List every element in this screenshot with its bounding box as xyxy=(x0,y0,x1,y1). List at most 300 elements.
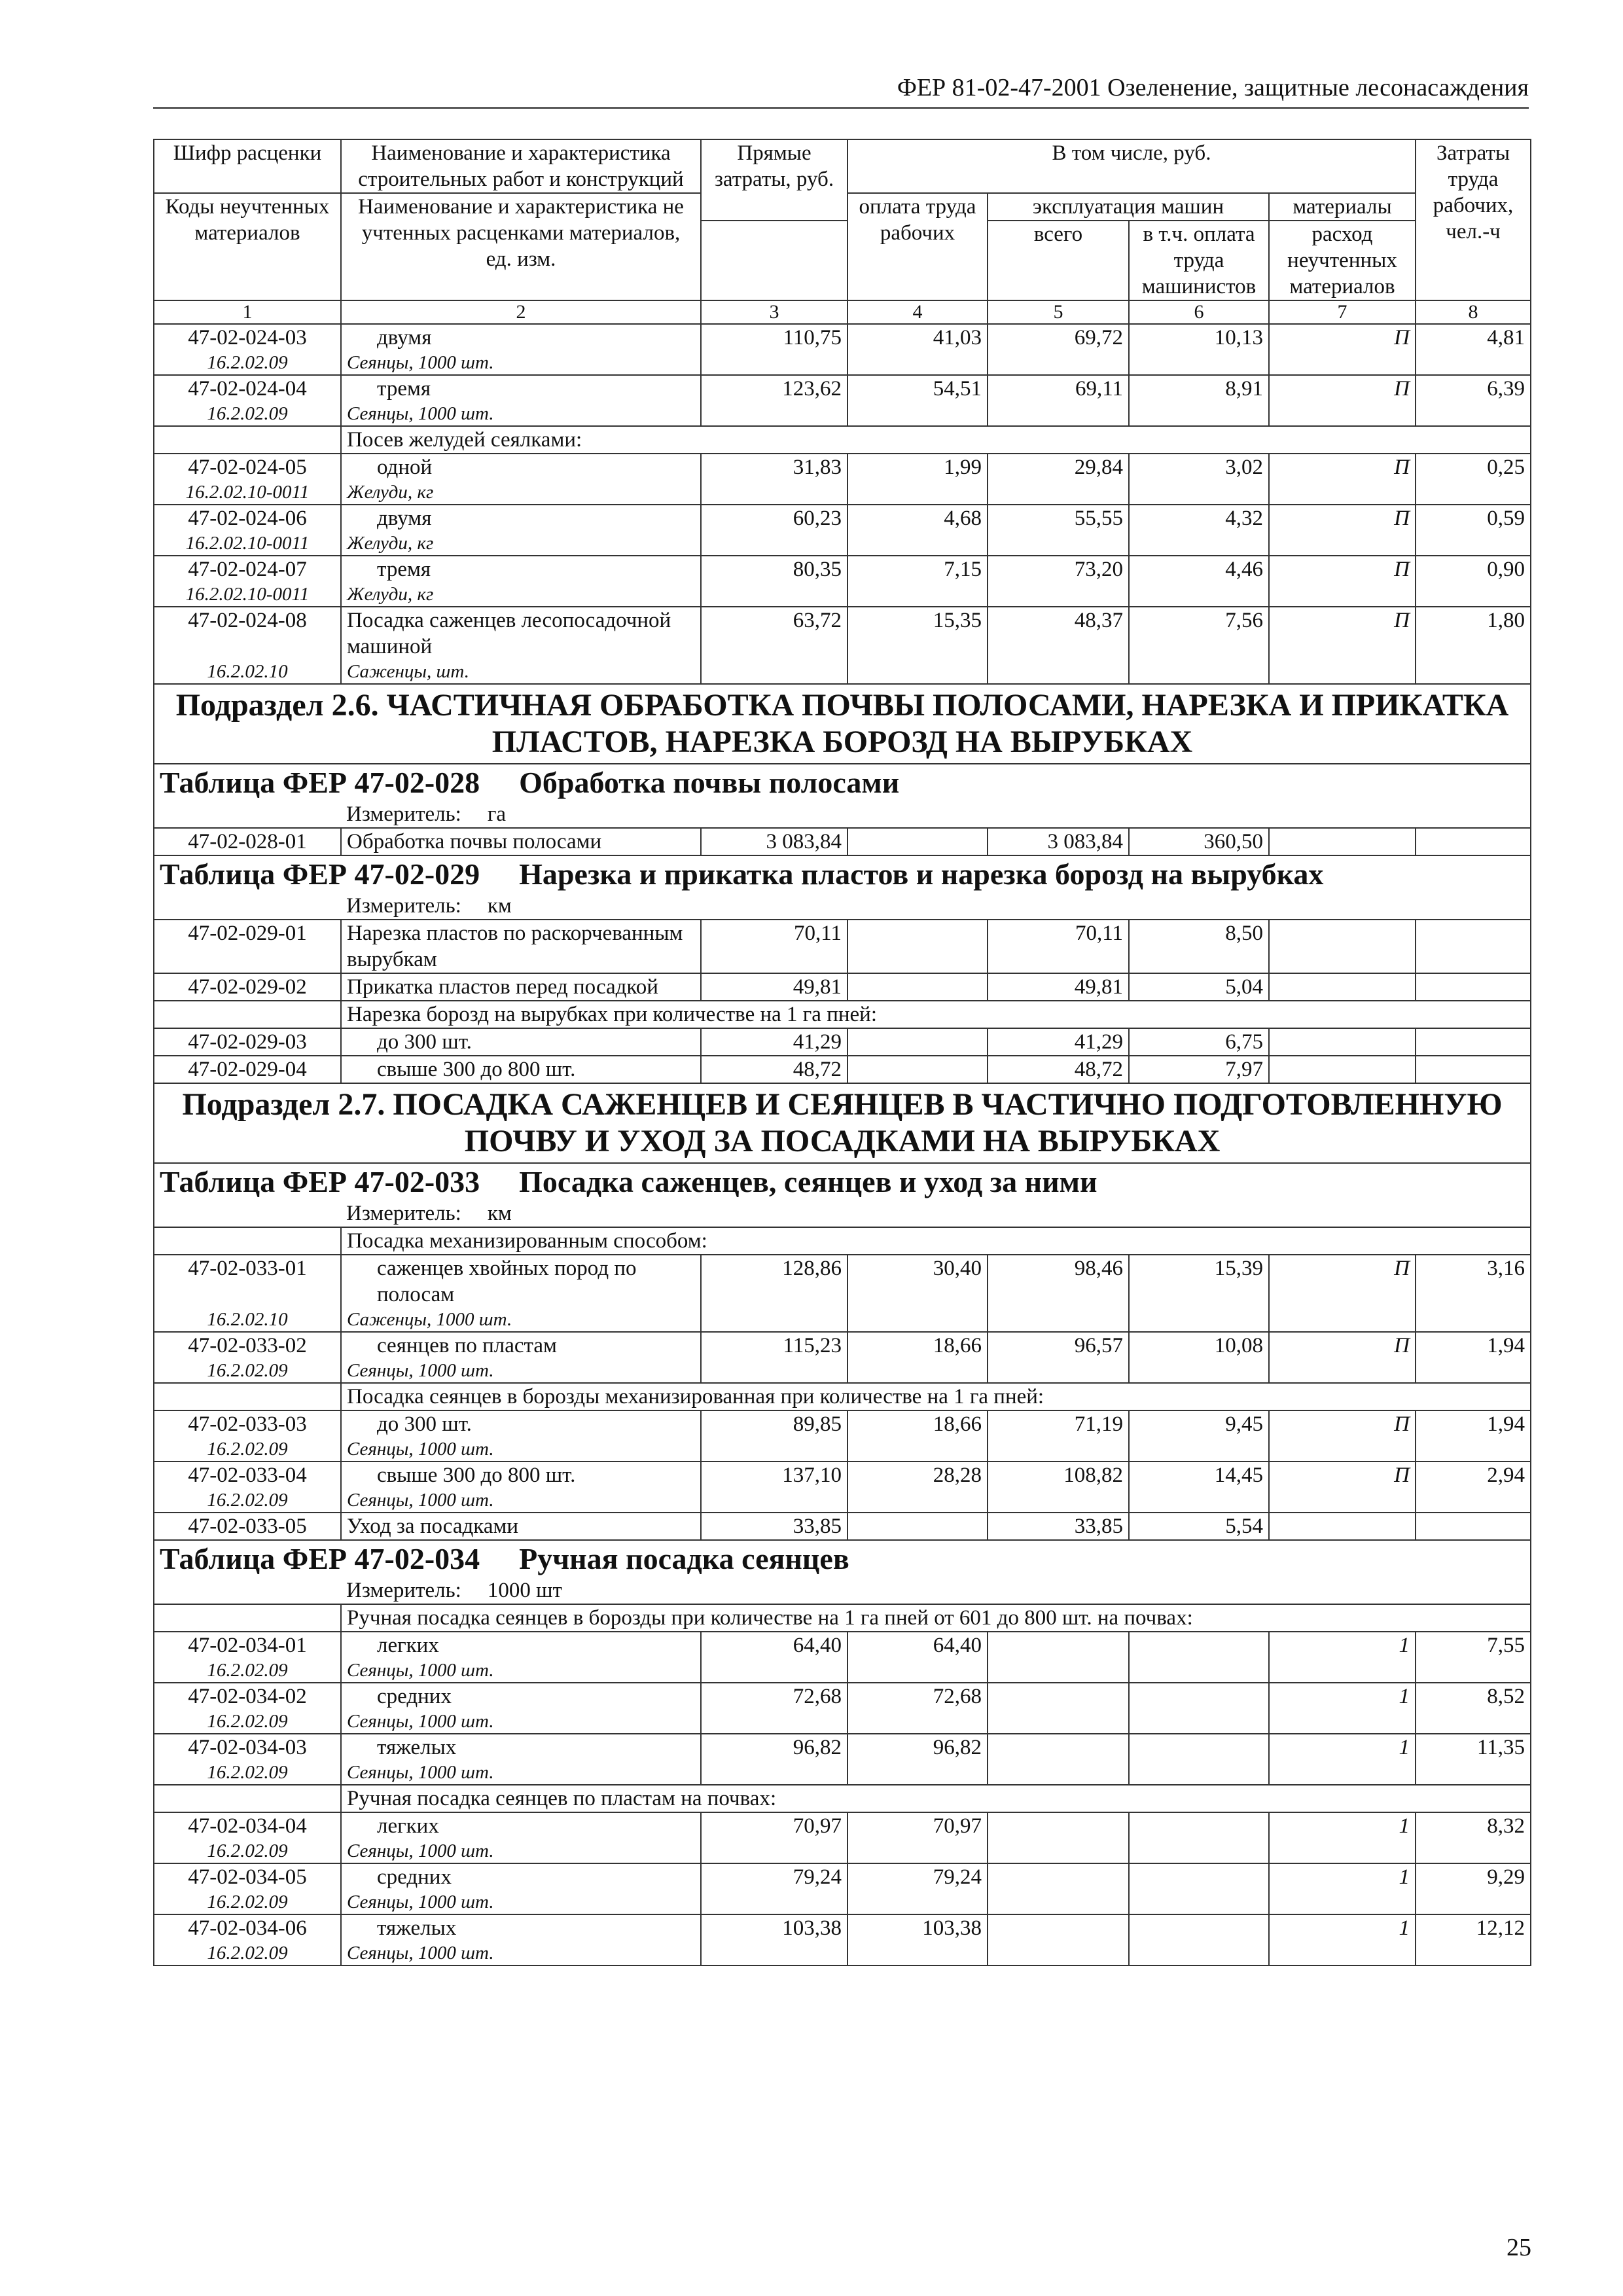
header-materials: материалы xyxy=(1269,193,1416,221)
labor-hours: 8,52 xyxy=(1416,1683,1531,1734)
machines-total: 29,84 xyxy=(988,454,1129,505)
header-machines-total: всего xyxy=(988,221,1129,300)
labor-hours xyxy=(1416,973,1531,1001)
rate-code: 47-02-029-01 xyxy=(188,922,307,945)
rate-code: 47-02-033-03 xyxy=(188,1412,307,1436)
header-labor-pay: оплата труда рабочих xyxy=(847,193,988,300)
labor-pay: 4,68 xyxy=(847,505,988,556)
machines-total: 71,19 xyxy=(988,1410,1129,1462)
work-name: свыше 300 до 800 шт. xyxy=(377,1058,576,1081)
machines-labor xyxy=(1129,1914,1269,1965)
material-name: Сеянцы, 1000 шт. xyxy=(347,1892,494,1912)
material-name: Сеянцы, 1000 шт. xyxy=(347,403,494,424)
labor-hours: 1,94 xyxy=(1416,1332,1531,1383)
direct-costs: 64,40 xyxy=(701,1632,847,1683)
work-name: средних xyxy=(377,1685,452,1708)
header-code-bottom: Коды неучтенных материалов xyxy=(154,193,341,300)
materials-flag: П xyxy=(1269,607,1416,684)
direct-costs: 60,23 xyxy=(701,505,847,556)
table-row xyxy=(154,920,1531,973)
labor-pay: 72,68 xyxy=(847,1683,988,1734)
direct-costs: 103,38 xyxy=(701,1914,847,1965)
material-name: Сеянцы, 1000 шт. xyxy=(347,1439,494,1460)
meter-label: Измеритель: xyxy=(346,894,461,918)
labor-hours: 0,59 xyxy=(1416,505,1531,556)
labor-hours: 4,81 xyxy=(1416,324,1531,375)
material-code: 16.2.02.09 xyxy=(207,1490,288,1511)
group-row xyxy=(154,1383,1531,1410)
table-title-row xyxy=(154,855,1531,893)
table-title-cell xyxy=(154,1163,1531,1200)
group-row xyxy=(154,426,1531,454)
work-name-cell xyxy=(341,505,701,556)
direct-costs: 72,68 xyxy=(701,1683,847,1734)
materials-flag xyxy=(1269,1056,1416,1083)
column-number: 8 xyxy=(1416,300,1531,324)
work-name-cell xyxy=(341,973,701,1001)
labor-pay: 28,28 xyxy=(847,1462,988,1513)
rate-code: 47-02-033-01 xyxy=(188,1257,307,1280)
machines-total xyxy=(988,1683,1129,1734)
machines-total: 49,81 xyxy=(988,973,1129,1001)
machines-labor: 10,13 xyxy=(1129,324,1269,375)
work-name-cell xyxy=(341,1812,701,1863)
rate-code-cell xyxy=(154,973,341,1001)
rate-code-cell xyxy=(154,1028,341,1056)
rate-code: 47-02-034-01 xyxy=(188,1634,307,1657)
labor-hours: 3,16 xyxy=(1416,1255,1531,1332)
table-row xyxy=(154,1914,1531,1965)
table-row xyxy=(154,1683,1531,1734)
table-row xyxy=(154,505,1531,556)
machines-labor: 5,54 xyxy=(1129,1513,1269,1540)
table-row xyxy=(154,556,1531,607)
machines-labor xyxy=(1129,1734,1269,1785)
materials-flag xyxy=(1269,1513,1416,1540)
labor-pay: 1,99 xyxy=(847,454,988,505)
machines-total: 69,72 xyxy=(988,324,1129,375)
table-row xyxy=(154,454,1531,505)
work-name: до 300 шт. xyxy=(377,1030,472,1054)
machines-labor: 4,32 xyxy=(1129,505,1269,556)
rate-code: 47-02-029-02 xyxy=(188,975,307,999)
table-name: Обработка почвы полосами xyxy=(519,766,900,799)
column-number: 1 xyxy=(154,300,341,324)
direct-costs: 3 083,84 xyxy=(701,828,847,855)
material-code: 16.2.02.09 xyxy=(207,352,288,373)
direct-costs: 115,23 xyxy=(701,1332,847,1383)
rate-code-cell xyxy=(154,1056,341,1083)
rate-code-cell xyxy=(154,454,341,505)
work-name: Уход за посадками xyxy=(347,1515,519,1538)
work-name-cell xyxy=(341,375,701,426)
labor-hours: 7,55 xyxy=(1416,1632,1531,1683)
table-id: Таблица ФЕР 47-02-029 xyxy=(160,857,480,891)
material-name: Сеянцы, 1000 шт. xyxy=(347,1943,494,1964)
work-name-cell xyxy=(341,920,701,973)
work-name-cell xyxy=(341,607,701,684)
machines-labor: 8,50 xyxy=(1129,920,1269,973)
machines-total xyxy=(988,1863,1129,1914)
machines-total xyxy=(988,1734,1129,1785)
header-labor-costs: Затраты труда рабочих, чел.-ч xyxy=(1416,139,1531,300)
meter-cell xyxy=(341,1577,1531,1604)
rate-code: 47-02-034-03 xyxy=(188,1736,307,1759)
meter-cell xyxy=(341,1200,1531,1227)
meter-row xyxy=(154,1577,1531,1604)
work-name-cell xyxy=(341,1255,701,1332)
labor-pay xyxy=(847,1513,988,1540)
machines-total xyxy=(988,1914,1129,1965)
labor-hours: 1,94 xyxy=(1416,1410,1531,1462)
rate-code: 47-02-033-04 xyxy=(188,1463,307,1487)
meter-empty xyxy=(154,801,341,828)
materials-flag: П xyxy=(1269,454,1416,505)
rate-code: 47-02-034-04 xyxy=(188,1814,307,1838)
labor-pay: 70,97 xyxy=(847,1812,988,1863)
material-name: Сеянцы, 1000 шт. xyxy=(347,1840,494,1861)
meter-empty xyxy=(154,893,341,920)
table-row xyxy=(154,1332,1531,1383)
machines-labor: 4,46 xyxy=(1129,556,1269,607)
material-name: Сеянцы, 1000 шт. xyxy=(347,1660,494,1681)
labor-hours: 0,25 xyxy=(1416,454,1531,505)
machines-labor: 9,45 xyxy=(1129,1410,1269,1462)
labor-hours: 1,80 xyxy=(1416,607,1531,684)
labor-hours: 8,32 xyxy=(1416,1812,1531,1863)
table-title-row xyxy=(154,1540,1531,1577)
materials-flag xyxy=(1269,920,1416,973)
materials-flag: П xyxy=(1269,324,1416,375)
header-materials-sub: расход неучтенных материалов xyxy=(1269,221,1416,300)
table-name: Ручная посадка сеянцев xyxy=(519,1542,849,1575)
labor-pay: 18,66 xyxy=(847,1332,988,1383)
direct-costs: 89,85 xyxy=(701,1410,847,1462)
table-name: Посадка саженцев, сеянцев и уход за ними xyxy=(519,1165,1097,1198)
materials-flag xyxy=(1269,1028,1416,1056)
material-code: 16.2.02.09 xyxy=(207,1439,288,1460)
material-name: Сеянцы, 1000 шт. xyxy=(347,1711,494,1732)
direct-costs: 41,29 xyxy=(701,1028,847,1056)
machines-labor: 6,75 xyxy=(1129,1028,1269,1056)
rate-code-cell xyxy=(154,505,341,556)
column-numbers-row xyxy=(154,300,1531,324)
work-name-cell xyxy=(341,556,701,607)
material-name: Саженцы, 1000 шт. xyxy=(347,1309,512,1330)
direct-costs: 70,11 xyxy=(701,920,847,973)
materials-flag: П xyxy=(1269,1410,1416,1462)
table-row xyxy=(154,1056,1531,1083)
spacer xyxy=(160,1282,335,1308)
group-row xyxy=(154,1227,1531,1255)
materials-flag xyxy=(1269,973,1416,1001)
table-id: Таблица ФЕР 47-02-033 xyxy=(160,1165,480,1198)
table-row xyxy=(154,1632,1531,1683)
direct-costs: 137,10 xyxy=(701,1462,847,1513)
work-name-cell xyxy=(341,828,701,855)
rate-code-cell xyxy=(154,1632,341,1683)
table-row xyxy=(154,375,1531,426)
header-direct-costs: Прямые затраты, руб. xyxy=(701,139,847,221)
machines-total: 55,55 xyxy=(988,505,1129,556)
work-name-cell xyxy=(341,1028,701,1056)
labor-hours: 6,39 xyxy=(1416,375,1531,426)
table-body xyxy=(154,300,1531,1965)
material-name: Желуди, кг xyxy=(347,482,434,503)
meter-cell xyxy=(341,893,1531,920)
direct-costs: 110,75 xyxy=(701,324,847,375)
work-name-cell xyxy=(341,1863,701,1914)
rate-code: 47-02-034-02 xyxy=(188,1685,307,1708)
section-title-row xyxy=(154,1083,1531,1163)
machines-labor: 7,56 xyxy=(1129,607,1269,684)
meter-row xyxy=(154,801,1531,828)
work-name-cell xyxy=(341,1332,701,1383)
table-row xyxy=(154,1863,1531,1914)
meter-row xyxy=(154,1200,1531,1227)
work-name: Прикатка пластов перед посадкой xyxy=(347,975,658,999)
meter-unit: км xyxy=(487,1202,512,1225)
labor-pay: 30,40 xyxy=(847,1255,988,1332)
column-number: 5 xyxy=(988,300,1129,324)
machines-total: 70,11 xyxy=(988,920,1129,973)
table-title-row xyxy=(154,764,1531,801)
work-name: Обработка почвы полосами xyxy=(347,830,602,853)
table-name: Нарезка и прикатка пластов и нарезка борозд на вырубках xyxy=(519,857,1324,891)
group-label: Ручная посадка сеянцев по пластам на почвах: xyxy=(341,1785,1531,1812)
rate-code: 47-02-024-08 xyxy=(188,609,307,632)
column-number: 3 xyxy=(701,300,847,324)
materials-flag: П xyxy=(1269,375,1416,426)
table-title-row xyxy=(154,1163,1531,1200)
machines-total: 33,85 xyxy=(988,1513,1129,1540)
table-row xyxy=(154,1513,1531,1540)
material-name: Желуди, кг xyxy=(347,533,434,554)
rate-code-cell xyxy=(154,1683,341,1734)
materials-flag xyxy=(1269,828,1416,855)
machines-total: 108,82 xyxy=(988,1462,1129,1513)
rate-code: 47-02-024-05 xyxy=(188,456,307,479)
rate-code-cell xyxy=(154,1462,341,1513)
work-name: двумя xyxy=(377,507,432,530)
header-machines-labor: в т.ч. оплата труда машинистов xyxy=(1129,221,1269,300)
materials-flag: 1 xyxy=(1269,1812,1416,1863)
rate-code-cell xyxy=(154,1812,341,1863)
labor-hours xyxy=(1416,1056,1531,1083)
header-direct-spacer xyxy=(701,221,847,300)
rate-code: 47-02-024-03 xyxy=(188,326,307,350)
work-name-cell xyxy=(341,454,701,505)
work-name: тремя xyxy=(377,558,431,581)
material-code: 16.2.02.10 xyxy=(207,1309,288,1330)
rate-code: 47-02-028-01 xyxy=(188,830,307,853)
work-name: средних xyxy=(377,1865,452,1889)
labor-hours xyxy=(1416,1513,1531,1540)
rate-code-cell xyxy=(154,828,341,855)
group-code-empty xyxy=(154,1227,341,1255)
direct-costs: 80,35 xyxy=(701,556,847,607)
machines-labor xyxy=(1129,1683,1269,1734)
header-name-bottom: Наименование и характеристика не учтенных расценками материалов, ед. изм. xyxy=(341,193,701,300)
direct-costs: 33,85 xyxy=(701,1513,847,1540)
meter-label: Измеритель: xyxy=(346,1579,461,1602)
rate-code-cell xyxy=(154,375,341,426)
materials-flag: П xyxy=(1269,505,1416,556)
direct-costs: 48,72 xyxy=(701,1056,847,1083)
rate-code: 47-02-034-06 xyxy=(188,1916,307,1940)
labor-pay xyxy=(847,1056,988,1083)
table-title-cell xyxy=(154,855,1531,893)
direct-costs: 70,97 xyxy=(701,1812,847,1863)
work-name: двумя xyxy=(377,326,432,350)
labor-pay: 79,24 xyxy=(847,1863,988,1914)
machines-total xyxy=(988,1812,1129,1863)
material-code: 16.2.02.10-0011 xyxy=(185,482,310,503)
machines-total: 98,46 xyxy=(988,1255,1129,1332)
work-name-cell xyxy=(341,1632,701,1683)
materials-flag: П xyxy=(1269,1462,1416,1513)
material-code: 16.2.02.09 xyxy=(207,1711,288,1732)
labor-pay xyxy=(847,973,988,1001)
group-code-empty xyxy=(154,1383,341,1410)
table-id: Таблица ФЕР 47-02-034 xyxy=(160,1542,480,1575)
material-name: Сеянцы, 1000 шт. xyxy=(347,352,494,373)
meter-empty xyxy=(154,1200,341,1227)
machines-total xyxy=(988,1632,1129,1683)
header-name-top: Наименование и характеристика строительных работ и конструкций xyxy=(341,139,701,193)
group-label: Посадка механизированным способом: xyxy=(341,1227,1531,1255)
machines-labor: 7,97 xyxy=(1129,1056,1269,1083)
table-row xyxy=(154,1410,1531,1462)
section-title-row xyxy=(154,684,1531,764)
meter-label: Измеритель: xyxy=(346,1202,461,1225)
machines-labor xyxy=(1129,1632,1269,1683)
running-header: ФЕР 81-02-47-2001 Озеленение, защитные лесонасаждения xyxy=(153,73,1529,109)
material-code: 16.2.02.09 xyxy=(207,1892,288,1912)
group-code-empty xyxy=(154,1604,341,1632)
machines-total: 48,37 xyxy=(988,607,1129,684)
rate-code: 47-02-033-05 xyxy=(188,1515,307,1538)
meter-unit: км xyxy=(487,894,512,918)
rate-code-cell xyxy=(154,1513,341,1540)
work-name-cell xyxy=(341,1513,701,1540)
labor-pay: 41,03 xyxy=(847,324,988,375)
machines-labor: 8,91 xyxy=(1129,375,1269,426)
meter-cell xyxy=(341,801,1531,828)
page-number: 25 xyxy=(1507,2234,1531,2261)
machines-labor: 10,08 xyxy=(1129,1332,1269,1383)
group-code-empty xyxy=(154,1785,341,1812)
table-row xyxy=(154,607,1531,684)
table-title-cell xyxy=(154,764,1531,801)
column-number: 6 xyxy=(1129,300,1269,324)
machines-labor: 3,02 xyxy=(1129,454,1269,505)
rate-code: 47-02-024-07 xyxy=(188,558,307,581)
work-name: до 300 шт. xyxy=(377,1412,472,1436)
work-name: тяжелых xyxy=(377,1916,457,1940)
material-code: 16.2.02.09 xyxy=(207,1943,288,1964)
labor-pay: 103,38 xyxy=(847,1914,988,1965)
work-name-cell xyxy=(341,324,701,375)
table-row xyxy=(154,324,1531,375)
machines-total: 3 083,84 xyxy=(988,828,1129,855)
rate-code-cell xyxy=(154,324,341,375)
header-including: В том числе, руб. xyxy=(847,139,1416,193)
rate-code-cell xyxy=(154,920,341,973)
labor-pay: 18,66 xyxy=(847,1410,988,1462)
material-code: 16.2.02.10-0011 xyxy=(185,584,310,605)
work-name: Посадка саженцев лесопосадочной машиной xyxy=(347,609,671,658)
machines-total: 48,72 xyxy=(988,1056,1129,1083)
material-code: 16.2.02.10-0011 xyxy=(185,533,310,554)
direct-costs: 63,72 xyxy=(701,607,847,684)
labor-hours xyxy=(1416,920,1531,973)
table-row xyxy=(154,1255,1531,1332)
work-name: Нарезка пластов по раскорчеванным вырубкам xyxy=(347,922,683,971)
rate-code-cell xyxy=(154,1914,341,1965)
rate-code: 47-02-033-02 xyxy=(188,1334,307,1357)
direct-costs: 49,81 xyxy=(701,973,847,1001)
header-code-top: Шифр расценки xyxy=(154,139,341,193)
labor-hours xyxy=(1416,1028,1531,1056)
direct-costs: 79,24 xyxy=(701,1863,847,1914)
machines-labor: 5,04 xyxy=(1129,973,1269,1001)
materials-flag: 1 xyxy=(1269,1914,1416,1965)
rate-code: 47-02-024-04 xyxy=(188,377,307,401)
direct-costs: 31,83 xyxy=(701,454,847,505)
work-name-cell xyxy=(341,1462,701,1513)
rate-code-cell xyxy=(154,1863,341,1914)
rate-code: 47-02-024-06 xyxy=(188,507,307,530)
materials-flag: 1 xyxy=(1269,1734,1416,1785)
spacer xyxy=(160,634,335,660)
labor-hours: 11,35 xyxy=(1416,1734,1531,1785)
labor-hours: 2,94 xyxy=(1416,1462,1531,1513)
section-title: Подраздел 2.6. ЧАСТИЧНАЯ ОБРАБОТКА ПОЧВЫ ПОЛОСАМИ, НАРЕЗКА И ПРИКАТКА ПЛАСТОВ, НАРЕЗКА БОРОЗД НА ВЫРУБКАХ xyxy=(154,684,1531,764)
group-label: Нарезка борозд на вырубках при количестве на 1 га пней: xyxy=(341,1001,1531,1028)
material-code: 16.2.02.09 xyxy=(207,1840,288,1861)
section-title: Подраздел 2.7. ПОСАДКА САЖЕНЦЕВ И СЕЯНЦЕВ В ЧАСТИЧНО ПОДГОТОВЛЕННУЮ ПОЧВУ И УХОД ЗА ПОСАДКАМИ НА ВЫРУБКАХ xyxy=(154,1083,1531,1163)
labor-pay: 64,40 xyxy=(847,1632,988,1683)
labor-pay: 54,51 xyxy=(847,375,988,426)
table-row xyxy=(154,1812,1531,1863)
materials-flag: П xyxy=(1269,1255,1416,1332)
labor-hours: 12,12 xyxy=(1416,1914,1531,1965)
work-name: саженцев хвойных пород по полосам xyxy=(377,1257,637,1306)
group-code-empty xyxy=(154,1001,341,1028)
meter-unit: 1000 шт xyxy=(487,1579,562,1602)
materials-flag: П xyxy=(1269,556,1416,607)
machines-total: 73,20 xyxy=(988,556,1129,607)
machines-total: 96,57 xyxy=(988,1332,1129,1383)
table-row xyxy=(154,1028,1531,1056)
work-name: тремя xyxy=(377,377,431,401)
material-name: Сеянцы, 1000 шт. xyxy=(347,1360,494,1381)
meter-unit: га xyxy=(487,802,507,826)
table-row xyxy=(154,973,1531,1001)
labor-hours: 9,29 xyxy=(1416,1863,1531,1914)
labor-pay xyxy=(847,920,988,973)
machines-labor: 15,39 xyxy=(1129,1255,1269,1332)
labor-pay xyxy=(847,828,988,855)
rate-code: 47-02-029-03 xyxy=(188,1030,307,1054)
rate-code-cell xyxy=(154,1734,341,1785)
work-name: сеянцев по пластам xyxy=(377,1334,557,1357)
meter-empty xyxy=(154,1577,341,1604)
machines-labor: 14,45 xyxy=(1129,1462,1269,1513)
labor-pay: 15,35 xyxy=(847,607,988,684)
machines-total: 69,11 xyxy=(988,375,1129,426)
